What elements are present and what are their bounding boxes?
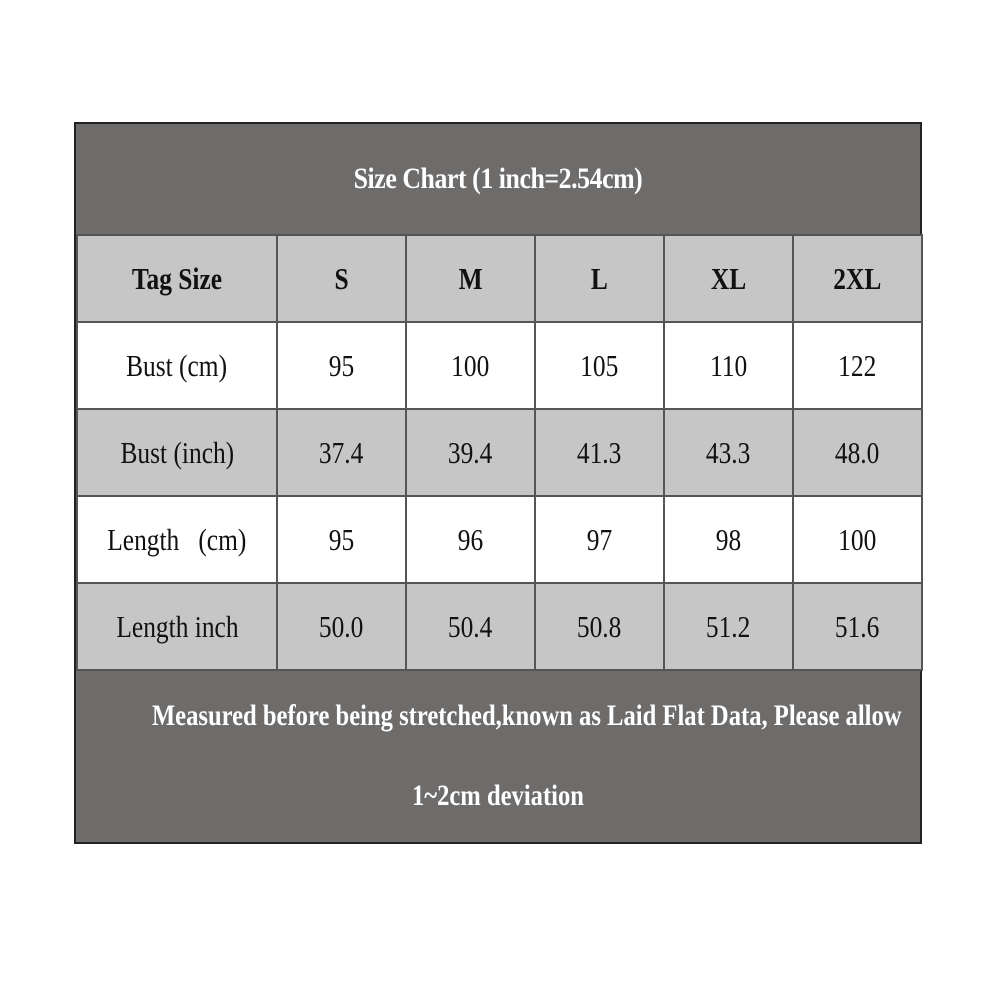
table-cell: 43.3 [664, 409, 793, 496]
table-cell: 37.4 [277, 409, 406, 496]
table-cell: 50.0 [277, 583, 406, 670]
row-label-cell: Length (cm) [77, 496, 277, 583]
row-label-cell: Bust (cm) [77, 322, 277, 409]
table-cell: 48.0 [793, 409, 922, 496]
header-cell: M [406, 235, 535, 322]
table-cell: 95 [277, 322, 406, 409]
table-row [77, 322, 922, 409]
table-cell: 51.6 [793, 583, 922, 670]
header-cell: S [277, 235, 406, 322]
row-label-cell: Length inch [77, 583, 277, 670]
footer-note [76, 671, 920, 842]
table-cell: 41.3 [535, 409, 664, 496]
table-cell: 97 [535, 496, 664, 583]
table-cell: 100 [406, 322, 535, 409]
table-cell: 96 [406, 496, 535, 583]
size-chart [74, 122, 922, 844]
table-cell: 50.8 [535, 583, 664, 670]
header-cell: L [535, 235, 664, 322]
table-row [77, 583, 922, 670]
table-cell: 39.4 [406, 409, 535, 496]
table-cell: 110 [664, 322, 793, 409]
header-cell: 2XL [793, 235, 922, 322]
footer-note-line-2: 1~2cm deviation [411, 779, 584, 812]
row-label-cell: Bust (inch) [77, 409, 277, 496]
table-cell: 95 [277, 496, 406, 583]
table-row [77, 496, 922, 583]
table-cell: 100 [793, 496, 922, 583]
chart-title: Size Chart (1 inch=2.54cm) [353, 162, 643, 195]
footer-note-line-1: Measured before being stretched,known as Laid Flat Data, Please allow [151, 699, 902, 732]
table-header-row [77, 235, 922, 322]
table-cell: 50.4 [406, 583, 535, 670]
table-cell: 51.2 [664, 583, 793, 670]
table-cell: 105 [535, 322, 664, 409]
header-cell: Tag Size [77, 235, 277, 322]
table-cell: 98 [664, 496, 793, 583]
table-row [77, 409, 922, 496]
size-table [76, 234, 923, 671]
header-cell: XL [664, 235, 793, 322]
table-cell: 122 [793, 322, 922, 409]
